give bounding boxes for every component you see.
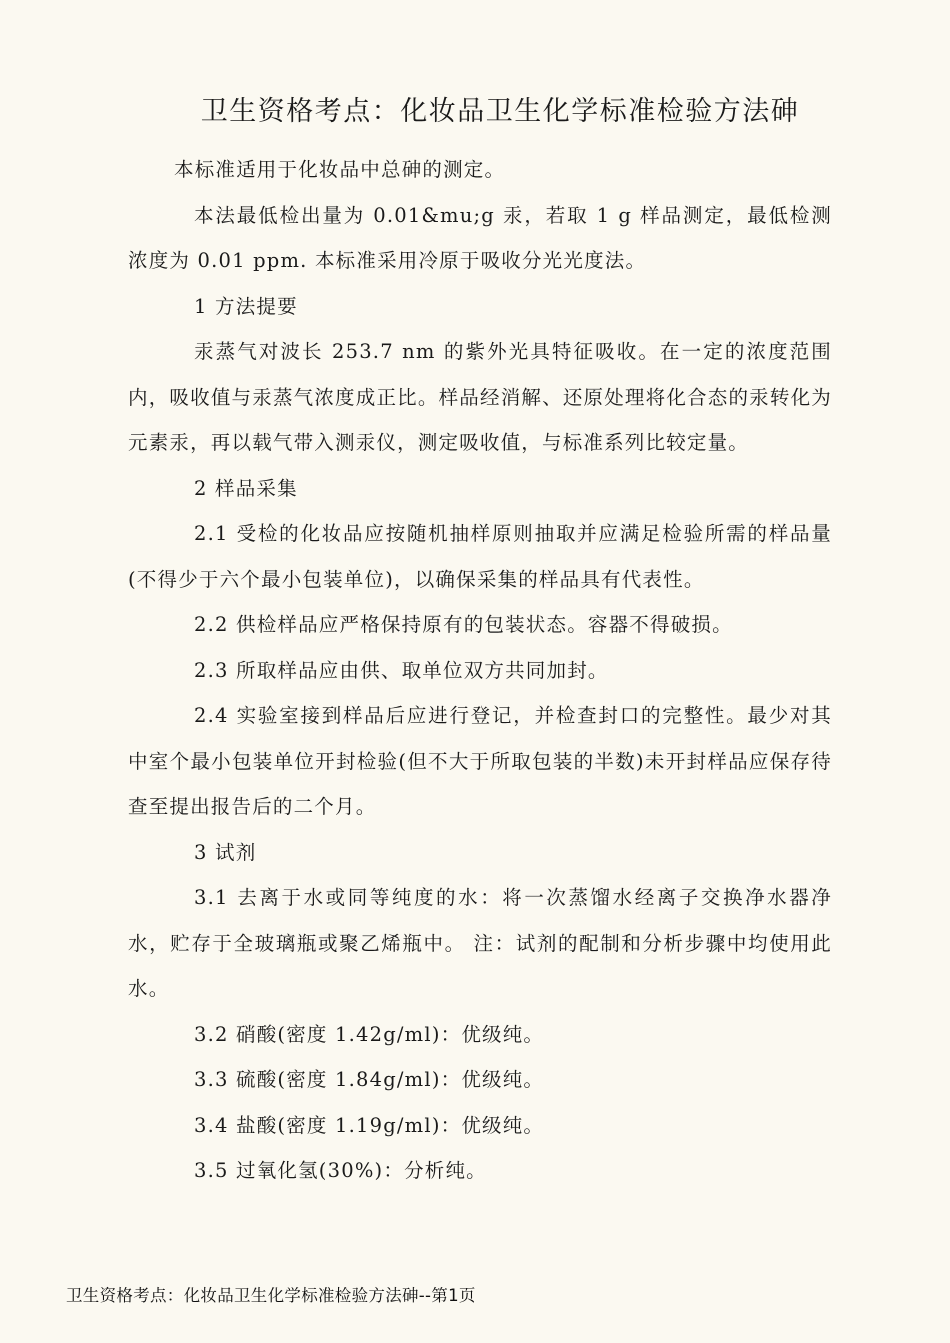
paragraph-2-4: 2.4 实验室接到样品后应进行登记，并检查封口的完整性。最少对其中室个最小包装单位开封检验(但不大于所取包装的半数)未开封样品应保存待查至提出报告后的二个月。 xyxy=(128,704,832,818)
paragraph-method-summary: 汞蒸气对波长 253.7 nm 的紫外光具特征吸收。在一定的浓度范围内，吸收值与汞蒸气浓度成正比。样品经消解、还原处理将化合态的汞转化为元素汞，再以载气带入测汞仪，测定吸收值，与标准系列比较定量。 xyxy=(128,340,832,454)
paragraph-3-3: 3.3 硫酸(密度 1.84g/ml)：优级纯。 xyxy=(194,1068,545,1091)
paragraph-2-2: 2.2 供检样品应严格保持原有的包装状态。容器不得破损。 xyxy=(194,613,733,636)
paragraph-3-2: 3.2 硝酸(密度 1.42g/ml)：优级纯。 xyxy=(194,1022,545,1046)
paragraph-3-4: 3.4 盐酸(密度 1.19g/ml)：优级纯。 xyxy=(194,1113,545,1137)
document-body xyxy=(128,147,832,1194)
section-heading-3: 3 试剂 xyxy=(194,840,257,864)
page-footer: 卫生资格考点：化妆品卫生化学标准检验方法砷--第1页 xyxy=(66,1286,476,1305)
paragraph-3-5: 3.5 过氧化氢(30%)：分析纯。 xyxy=(194,1159,487,1182)
paragraph-3-1: 3.1 去离于水或同等纯度的水：将一次蒸馏水经离子交换净水器净水，贮存于全玻璃瓶或聚乙烯瓶中。 注：试剂的配制和分析步骤中均使用此水。 xyxy=(128,886,832,1000)
section-heading-1: 1 方法提要 xyxy=(194,294,298,318)
paragraph-scope: 本标准适用于化妆品中总砷的测定。 xyxy=(174,158,506,181)
section-heading-2: 2 样品采集 xyxy=(194,476,298,500)
paragraph-2-3: 2.3 所取样品应由供、取单位双方共同加封。 xyxy=(194,658,609,682)
paragraph-2-1: 2.1 受检的化妆品应按随机抽样原则抽取并应满足检验所需的样品量(不得少于六个最小包装单位)，以确保采集的样品具有代表性。 xyxy=(128,522,832,591)
document-title: 卫生资格考点：化妆品卫生化学标准检验方法砷 xyxy=(200,96,800,127)
paragraph-detection-limit: 本法最低检出量为 0.01&mu;g 汞，若取 1 g 样品测定，最低检测浓度为 0.01 ppm. 本标准采用冷原于吸收分光光度法。 xyxy=(128,203,832,272)
